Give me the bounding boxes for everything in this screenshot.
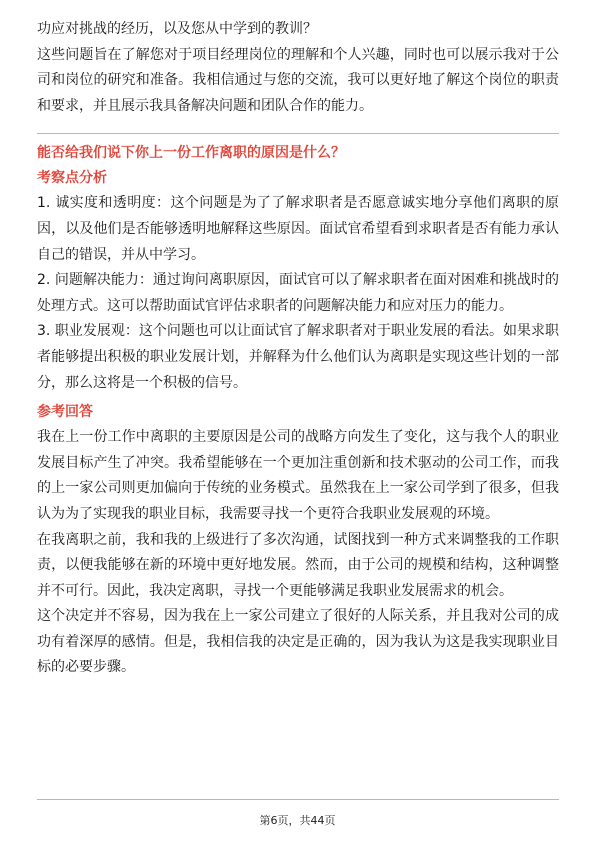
- answer-paragraph-2: 在我离职之前，我和我的上级进行了多次沟通，试图找到一种方式来调整我的工作职责，以便我能够在新的环境中更好地发展。然而，由于公司的规模和结构，这种调整并不可行。因此，我决定离职，寻找一个更能够满足我职业发展需求的机会。: [37, 531, 559, 599]
- analysis-heading: 考察点分析: [37, 170, 107, 187]
- analysis-point-3: 3. 职业发展观：这个问题也可以让面试官了解求职者对于职业发展的看法。如果求职者能够提出积极的职业发展计划，并解释为什么他们认为离职是实现这些计划的一部分，那么这将是一个积极的信号。: [37, 323, 559, 391]
- footer-divider: [37, 799, 559, 800]
- answer-heading: 参考回答: [37, 404, 93, 421]
- intro-paragraph: 这些问题旨在了解您对于项目经理岗位的理解和个人兴趣，同时也可以展示我对于公司和岗位的研究和准备。我相信通过与您的交流，我可以更好地了解这个岗位的职责和要求，并且展示我具备解决问题和团队合作的能力。: [37, 46, 559, 114]
- answer-paragraph-1: 我在上一份工作中离职的主要原因是公司的战略方向发生了变化，这与我个人的职业发展目标产生了冲突。我希望能够在一个更加注重创新和技术驱动的公司工作，而我的上一家公司则更加偏向于传统的业务模式。虽然我在上一家公司学到了很多，但我认为为了实现我的职业目标，我需要寻找一个更符合我职业发展观的环境。: [37, 429, 559, 522]
- intro-line-continued: 功应对挑战的经历，以及您从中学到的教训？: [37, 21, 317, 37]
- question-heading: 能否给我们说下你上一份工作离职的原因是什么？: [37, 145, 345, 162]
- page-number: 第6页，共44页: [259, 814, 336, 827]
- answer-paragraph-3: 这个决定并不容易，因为我在上一家公司建立了很好的人际关系，并且我对公司的成功有着深厚的感情。但是，我相信我的决定是正确的，因为我认为这是我实现职业目标的必要步骤。: [37, 608, 559, 676]
- section-divider: [37, 133, 559, 134]
- analysis-point-1: 1. 诚实度和透明度：这个问题是为了了解求职者是否愿意诚实地分享他们离职的原因，以及他们是否能够透明地解释这些原因。面试官希望看到求职者是否有能力承认自己的错误，并从中学习。: [37, 195, 559, 263]
- document-page: [37, 17, 559, 681]
- analysis-point-2: 2. 问题解决能力：通过询问离职原因，面试官可以了解求职者在面对困难和挑战时的处理方式。这可以帮助面试官评估求职者的问题解决能力和应对压力的能力。: [37, 272, 559, 314]
